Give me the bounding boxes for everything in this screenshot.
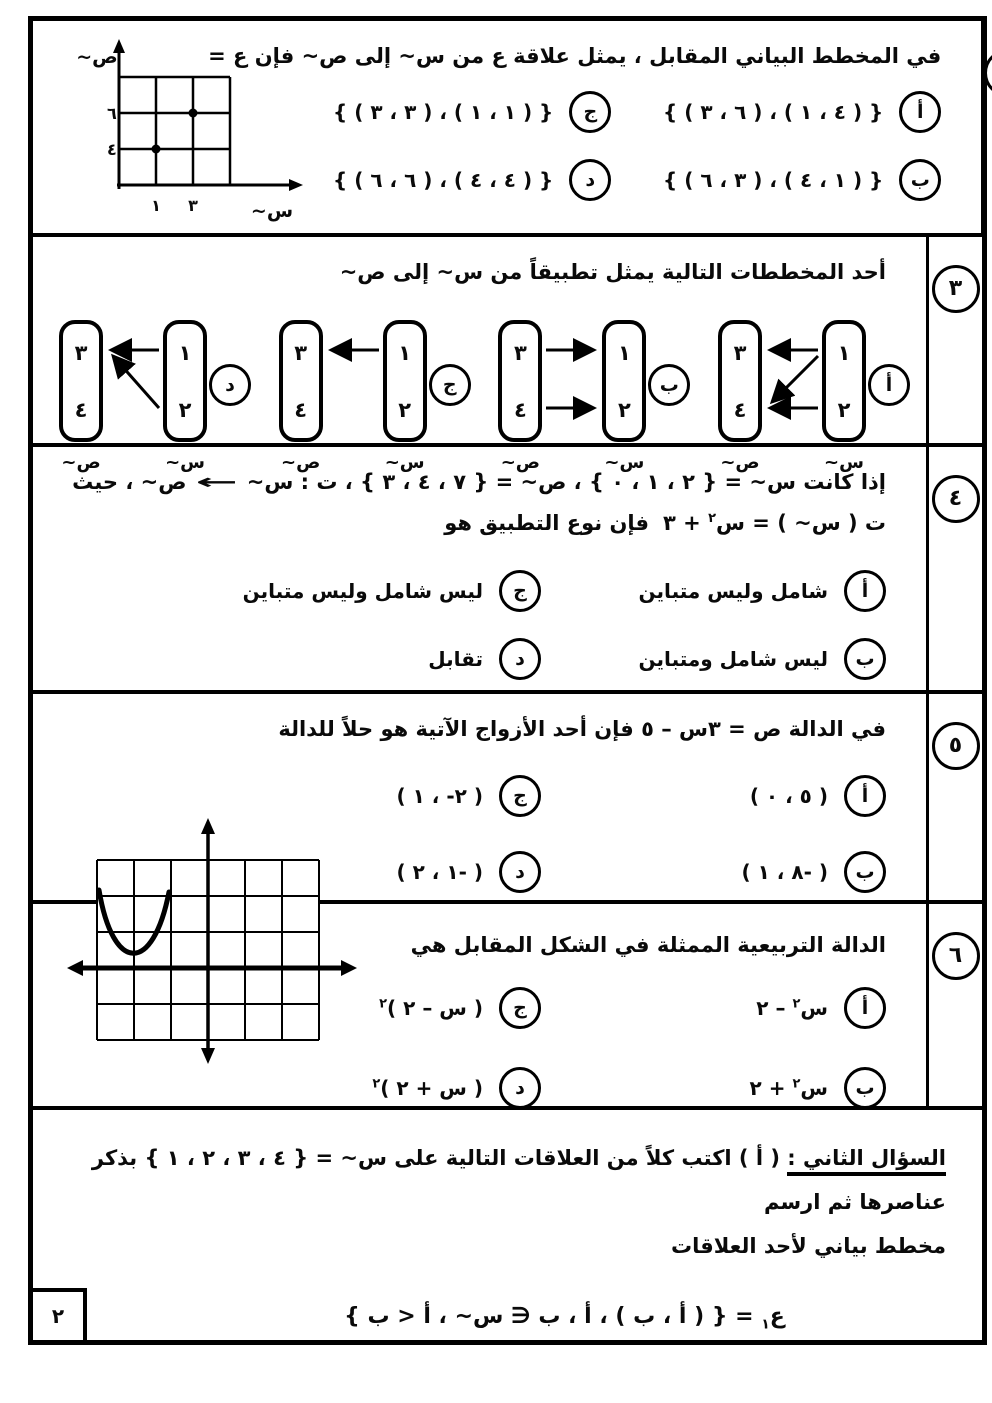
q3-prompt: أحد المخططات التالية يمثل تطبيقاً من س~ إلى ص~ (339, 259, 886, 284)
q5-option-d-value: ( ١ ، ٢- ) (396, 860, 483, 885)
second-question-set: { ٤ ، ٣ ، ٢ ، ١ } (144, 1145, 309, 1170)
q3-diagram-a-domain-box (822, 320, 866, 442)
q2-option-d (333, 159, 611, 201)
q5-option-j-value: ( ٢- ، ١ ) (396, 784, 483, 809)
domain-value: ١ (178, 340, 192, 365)
q4-option-b-value: ليس شامل ومتباين (638, 646, 828, 671)
second-question-text: بذكر عناصرها ثم ارسم (91, 1145, 946, 1214)
q4-line1-text: ، ت : س~ (239, 469, 361, 494)
q2-option-b-circle: ب (899, 159, 941, 201)
domain-value: ١ (617, 340, 631, 365)
q3-diagram-a-range-box (718, 320, 762, 442)
mapping-arrow-icon: ← (195, 469, 238, 494)
q4-options (33, 570, 926, 680)
domain-value: ١ (837, 340, 851, 365)
q5-number-cell (926, 694, 982, 900)
question-4-content (33, 447, 926, 690)
range-label: ص~ (61, 452, 101, 474)
q3-diagram-j-label: ج (429, 364, 471, 406)
q5-option-d (33, 851, 541, 893)
q6-number-cell (926, 904, 982, 1106)
q2-option-a (611, 91, 941, 133)
q4-option-j-value: ليس شامل وليس متباين (242, 578, 483, 603)
domain-value: ١ (398, 340, 412, 365)
q4-option-j (33, 570, 541, 612)
q6-option-b (541, 1067, 886, 1109)
q6-option-j-value (379, 996, 483, 1020)
domain-value: ٢ (178, 397, 192, 422)
q2-y-axis-label: ص~ (76, 46, 118, 68)
q3-number-badge: ٣ (932, 265, 980, 313)
q6-prompt: الدالة التربيعية الممثلة في الشكل المقابل هي (410, 932, 886, 957)
question-6-content (33, 904, 926, 1106)
q4-line2 (33, 498, 926, 540)
formula-base: س (800, 1076, 828, 1101)
q4-number-badge: ٤ (932, 475, 980, 523)
q2-options (333, 91, 981, 201)
q5-prompt: في الدالة ص = ٣س – ٥ فإن أحد الأزواج الآتية هو حلاً للدالة (278, 716, 886, 741)
q2-option-b-value: { ( ٣ ، ٦ ) ، ( ١ ، ٤ ) } (663, 167, 884, 192)
q6-option-j (363, 987, 541, 1029)
q6-option-a-value (756, 996, 828, 1020)
second-question-line1 (63, 1136, 946, 1224)
q4-number-cell (926, 447, 982, 690)
relation-definition (63, 1294, 946, 1340)
part-label: ( أ ) (731, 1145, 788, 1170)
q2-number-badge (984, 49, 992, 97)
q2-y-tick-6: ٦ (107, 104, 117, 123)
q5-option-a (541, 775, 886, 817)
q5-option-b-circle: ب (844, 851, 886, 893)
q6-option-d (363, 1067, 541, 1109)
formula-exponent: ٢ (792, 996, 801, 1012)
q6-option-a (541, 987, 886, 1029)
q3-diagram-b-range-box (498, 320, 542, 442)
q6-option-d-circle: د (499, 1067, 541, 1109)
page-frame (28, 16, 987, 1345)
q2-prompt: في المخطط البياني المقابل ، يمثل علاقة ع من س~ إلى ص~ فإن ع = (208, 44, 942, 68)
range-label: ص~ (720, 452, 760, 474)
q5-option-a-value: ( ٥ ، ٠ ) (749, 784, 828, 809)
q2-option-d-value: { ( ٦ ، ٦ ) ، ( ٤ ، ٤ ) } (333, 167, 554, 192)
q4-line2-text: فإن نوع التطبيق هو (444, 511, 650, 536)
x-axis-arrow-icon (289, 179, 303, 191)
second-question-row (33, 1106, 982, 1340)
q2-option-a-value: { ( ٦ ، ٣ ) ، ( ٤ ، ١ ) } (663, 99, 884, 124)
q2-x-tick-3: ٣ (188, 196, 198, 215)
domain-label: س~ (824, 452, 864, 474)
mapping-arrows-icon (325, 320, 381, 442)
formula-base: ( س + ٢ ) (380, 1076, 483, 1101)
q4-option-b-circle: ب (844, 638, 886, 680)
q5-number-badge: ٥ (932, 722, 980, 770)
formula-tail: – ٢ (756, 996, 793, 1021)
q3-diagram-b-label: ب (648, 364, 690, 406)
point-1-4 (152, 145, 161, 154)
relation-body: = { ( أ ، ب ) ، أ ، ب ∈ س~ ، أ < ب } (344, 1303, 762, 1329)
q5-options (33, 775, 926, 893)
domain-label: س~ (384, 452, 425, 474)
q4-formula: + ٣ (663, 511, 709, 536)
q6-option-b-circle: ب (844, 1067, 886, 1109)
q4-option-d-value: تقابل (428, 646, 483, 671)
q2-graph (67, 37, 317, 233)
mapping-arrows-icon (105, 320, 161, 442)
formula-base: س (800, 996, 828, 1021)
q5-option-j-circle: ج (499, 775, 541, 817)
q4-option-a-value: شامل وليس متباين (638, 578, 828, 603)
question-6-row (33, 900, 982, 1106)
q2-y-tick-4: ٤ (107, 140, 117, 159)
range-value: ٤ (513, 397, 527, 422)
formula-base: ( س – ٢ ) (387, 996, 483, 1021)
page-number-box (33, 1288, 87, 1340)
second-question-line2: مخطط بياني لأحد العلاقات (670, 1233, 946, 1258)
q2-option-b (611, 159, 941, 201)
second-question-title: السؤال الثاني : (787, 1146, 946, 1176)
q3-diagram-a-label: أ (868, 364, 910, 406)
q3-diagram-b-domain-box (602, 320, 646, 442)
question-5-row (33, 690, 982, 900)
relation-subscript: ١ (761, 1316, 770, 1333)
domain-value: ٢ (617, 397, 631, 422)
question-4-row (33, 443, 982, 690)
question-5-content (33, 694, 926, 900)
q5-option-d-circle: د (499, 851, 541, 893)
q5-option-b (541, 851, 886, 893)
q2-option-a-circle: أ (899, 91, 941, 133)
range-value: ٣ (733, 340, 747, 365)
mapping-arrows-icon (544, 320, 600, 442)
range-value: ٣ (513, 340, 527, 365)
point-3-6 (189, 109, 198, 118)
q4-option-b (541, 638, 886, 680)
question-3-content (33, 237, 926, 474)
domain-label: س~ (165, 452, 205, 474)
question-2-row (33, 21, 982, 233)
q6-option-a-circle: أ (844, 987, 886, 1029)
mapping-arrows-icon (764, 320, 820, 442)
q6-option-b-value (750, 1076, 828, 1100)
q4-formula-exponent: ٢ (708, 511, 716, 527)
page-number: ٢ (51, 1304, 65, 1328)
question-3-row (33, 233, 982, 474)
q2-option-j-circle: ج (569, 91, 611, 133)
q3-diagram-d-range-box (59, 320, 103, 442)
second-question-text: اكتب كلاً من العلاقات التالية على س~ = (308, 1145, 732, 1170)
range-value: ٤ (294, 397, 308, 422)
formula-exponent: ٢ (379, 996, 388, 1012)
q4-line1-text: إذا كانت س~ = (717, 469, 886, 494)
q2-number-cell (981, 21, 992, 233)
formula-exponent: ٢ (372, 1076, 381, 1092)
q6-number-badge: ٦ (932, 932, 980, 980)
q4-option-d (33, 638, 541, 680)
domain-value: ٢ (398, 397, 412, 422)
range-value: ٣ (74, 340, 88, 365)
domain-value: ٢ (837, 397, 851, 422)
q4-option-a-circle: أ (844, 570, 886, 612)
q5-option-a-circle: أ (844, 775, 886, 817)
q6-option-j-circle: ج (499, 987, 541, 1029)
q3-diagram-j-range-box (279, 320, 323, 442)
q6-option-d-value (372, 1076, 483, 1100)
range-label: ص~ (281, 452, 321, 474)
formula-exponent: ٢ (792, 1076, 801, 1092)
q2-x-axis-label: س~ (250, 200, 294, 222)
q4-option-j-circle: ج (499, 570, 541, 612)
formula-tail: + ٢ (749, 1076, 793, 1101)
q4-set-sad: { ٧ ، ٤ ، ٣ } (360, 469, 489, 494)
q4-formula: ت ( س~ ) = س (716, 511, 886, 536)
q2-x-tick-1: ١ (151, 196, 161, 215)
q4-line1-text: ، ص~ = (488, 469, 589, 494)
q6-options (363, 987, 926, 1109)
q4-set-s: { ٢ ، ١ ، ٠ } (588, 469, 718, 494)
question-2-content (33, 21, 981, 233)
range-value: ٤ (733, 397, 747, 422)
domain-label: س~ (604, 452, 645, 474)
q3-number-cell (926, 237, 982, 443)
q3-diagram-d-domain-box (163, 320, 207, 442)
q4-option-a (541, 570, 886, 612)
relation-symbol: ع (769, 1303, 785, 1329)
range-value: ٤ (74, 397, 88, 422)
second-question-content (33, 1110, 982, 1340)
q5-option-b-value: ( ٨ ، ١- ) (741, 860, 828, 885)
q4-line1-text: ص~ ، حيث (72, 469, 194, 494)
q4-option-d-circle: د (499, 638, 541, 680)
range-value: ٣ (294, 340, 308, 365)
q5-option-j (33, 775, 541, 817)
q2-option-j (333, 91, 611, 133)
q2-option-d-circle: د (569, 159, 611, 201)
q2-option-j-value: { ( ٣ ، ٣ ) ، ( ١ ، ١ ) } (333, 99, 554, 124)
q3-diagram-d-label: د (209, 364, 251, 406)
q4-line1 (33, 447, 926, 499)
q3-diagram-j-domain-box (383, 320, 427, 442)
range-label: ص~ (500, 452, 540, 474)
